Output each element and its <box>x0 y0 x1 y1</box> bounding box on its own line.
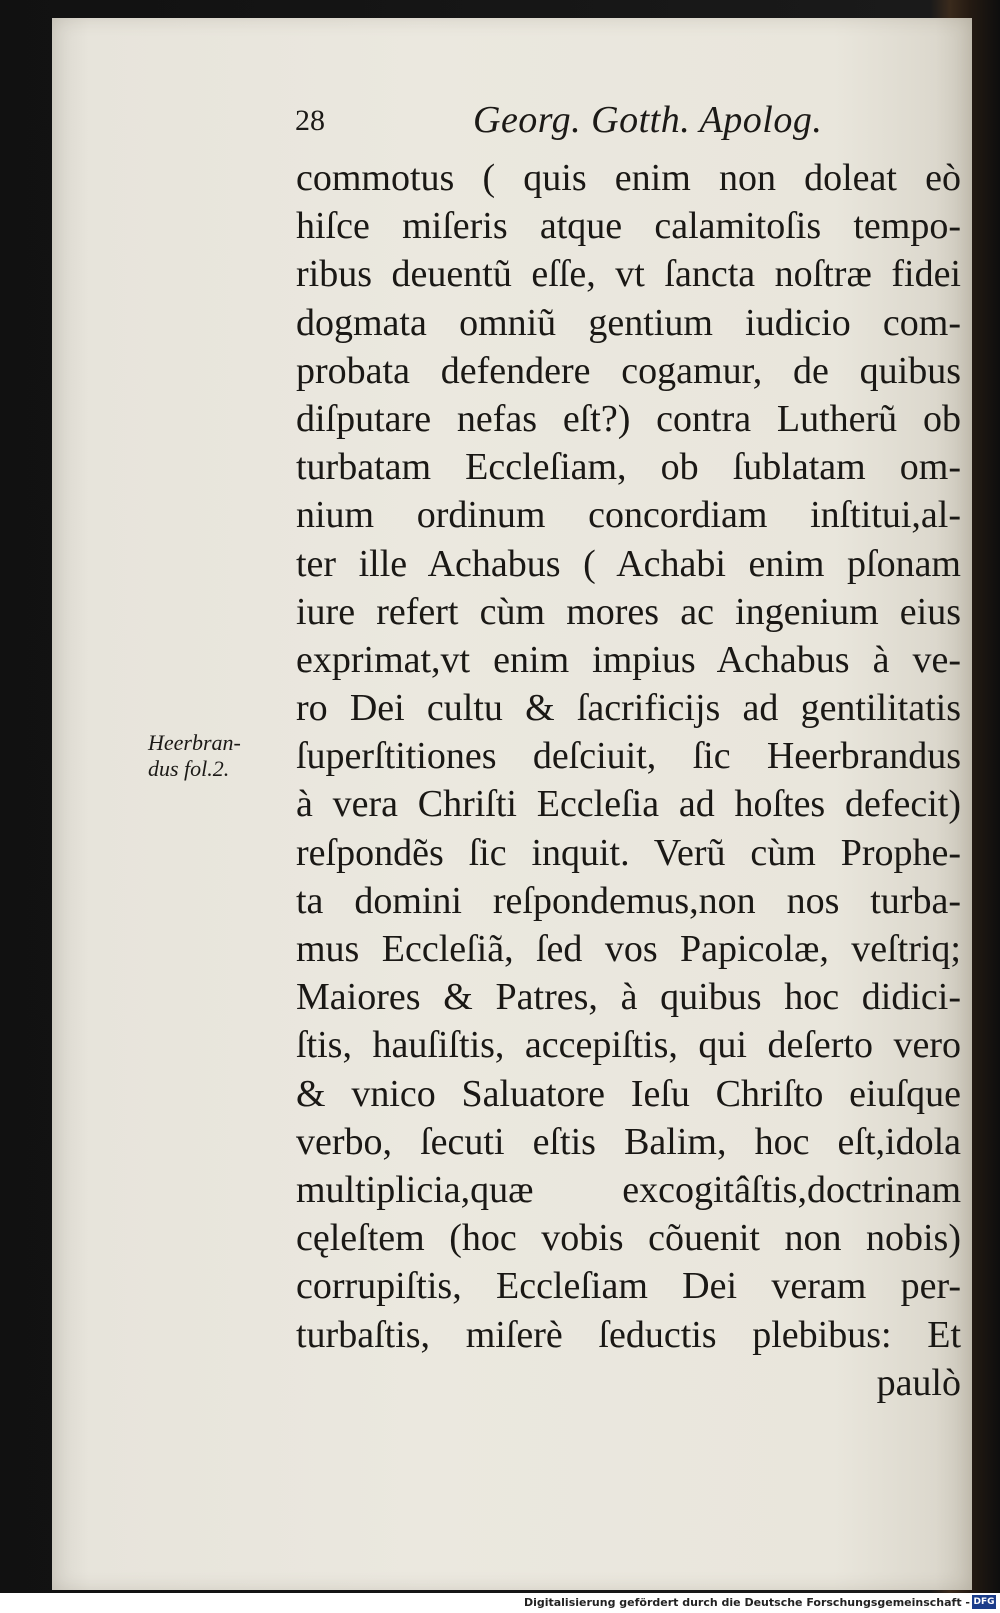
text-line: dogmata omniũ gentium iudicio com- <box>296 301 961 344</box>
text-line: corrupiſtis, Eccleſiam Dei veram per- <box>296 1265 961 1308</box>
page-number: 28 <box>295 104 325 137</box>
text-line: à vera Chriſti Eccleſia ad hoſtes defecit) <box>296 783 961 826</box>
text-line: reſpondẽs ſic inquit. Verũ cùm Prophe- <box>296 831 961 874</box>
marginal-note <box>148 730 278 782</box>
text-line: verbo, ſecuti eſtis Balim, hoc eſt,idola <box>296 1120 961 1163</box>
text-line: ribus deuentũ eſſe, vt ſancta noſtræ fidei <box>296 253 961 296</box>
text-line: diſputare nefas eſt?) contra Lutherũ ob <box>296 397 961 440</box>
text-line: mus Eccleſiã, ſed vos Papicolæ, veſtriq; <box>296 928 961 970</box>
marginal-note-line: Heerbran- <box>148 730 241 755</box>
dfg-logo: DFG <box>973 1597 995 1607</box>
text-line: turbatam Eccleſiam, ob ſublatam om- <box>296 446 961 489</box>
text-line: turbaſtis, miſerè ſeductis plebibus: Et <box>296 1313 961 1356</box>
body-text <box>296 154 961 1407</box>
funding-credit: Digitalisierung gefördert durch die Deutsche Forschungsgemeinschaft - <box>523 1596 970 1609</box>
text-line: cęleſtem (hoc vobis cõuenit non nobis) <box>296 1217 961 1260</box>
catchword: paulò <box>876 1361 961 1404</box>
text-line: ro Dei cultu & ſacrificijs ad gentilitatis <box>296 687 961 730</box>
text-line: nium ordinum concordiam inſtitui,al- <box>296 494 961 537</box>
running-title: Georg. Gotth. Apolog. <box>473 99 823 141</box>
text-line: ſtis, hauſiſtis, accepiſtis, qui deſerto vero <box>296 1024 961 1067</box>
text-line: ter ille Achabus ( Achabi enim pſonam <box>296 542 961 585</box>
text-line: iure refert cùm mores ac ingenium eius <box>296 590 961 633</box>
text-line: commotus ( quis enim non doleat eò <box>296 157 961 199</box>
text-line: ta domini reſpondemus,non nos turba- <box>296 879 961 922</box>
text-line: Maiores & Patres, à quibus hoc didici- <box>296 976 961 1019</box>
text-line: multiplicia,quæ excogitâſtis,doctrinam <box>296 1168 961 1211</box>
text-line: probata defendere cogamur, de quibus <box>296 349 961 392</box>
text-line: exprimat,vt enim impius Achabus à ve- <box>296 638 961 681</box>
text-line: ſuperſtitiones deſciuit, ſic Heerbrandus <box>296 735 961 778</box>
text-line: hiſce miſeris atque calamitoſis tempo- <box>296 205 961 248</box>
page-header <box>295 98 855 154</box>
marginal-note-line: dus fol.2. <box>148 756 230 781</box>
text-line: & vnico Saluatore Ieſu Chriſto eiuſque <box>296 1072 961 1115</box>
